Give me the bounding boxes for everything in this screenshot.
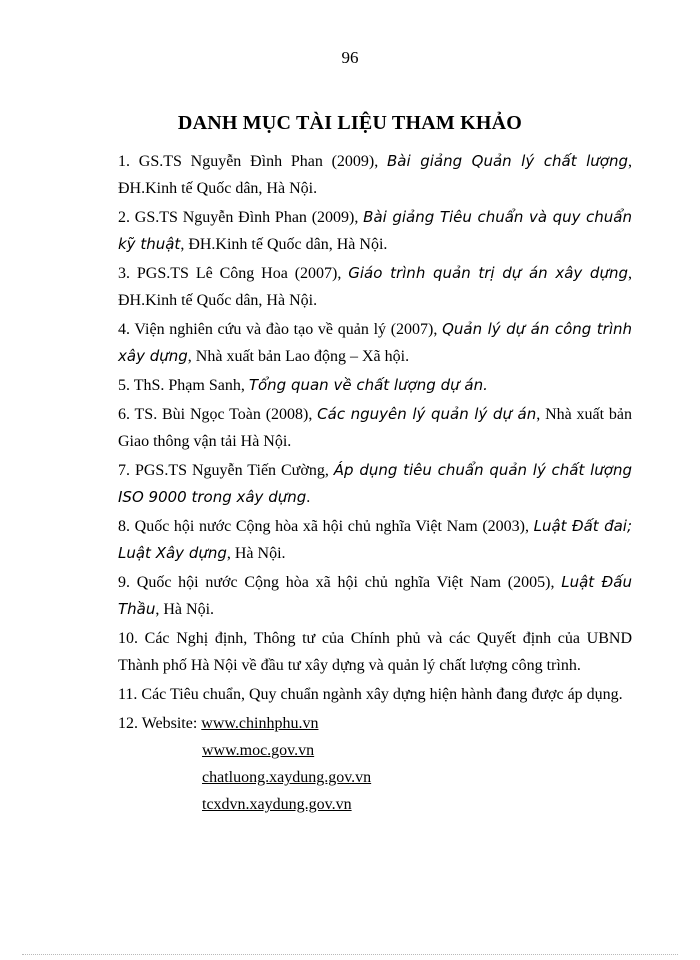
page-number: 96 <box>341 48 359 67</box>
reference-item: 2. GS.TS Nguyễn Đình Phan (2009), Bài giảng Tiêu chuẩn và quy chuẩn kỹ thuật, ĐH.Kinh tế Quốc dân, Hà Nội. <box>118 208 632 253</box>
reference-item: 1. GS.TS Nguyễn Đình Phan (2009), Bài giảng Quản lý chất lượng, ĐH.Kinh tế Quốc dân, Hà Nội. <box>118 152 632 197</box>
website-link[interactable]: www.moc.gov.vn <box>202 742 315 759</box>
reference-item: 8. Quốc hội nước Cộng hòa xã hội chủ nghĩa Việt Nam (2003), Luật Đất đai; Luật Xây dựng, Hà Nội. <box>118 517 633 562</box>
reference-item: 9. Quốc hội nước Cộng hòa xã hội chủ nghĩa Việt Nam (2005), Luật Đấu Thầu, Hà Nội. <box>118 573 633 618</box>
page-bottom-divider <box>22 954 678 955</box>
reference-item: 3. PGS.TS Lê Công Hoa (2007), Giáo trình quản trị dự án xây dựng, ĐH.Kinh tế Quốc dân, Hà Nội. <box>118 264 632 309</box>
website-line <box>118 791 632 818</box>
website-link[interactable]: www.chinhphu.vn <box>201 715 319 732</box>
reference-item: 7. PGS.TS Nguyễn Tiến Cường, Áp dụng tiêu chuẩn quản lý chất lượng ISO 9000 trong xây dựng. <box>118 461 632 506</box>
website-line <box>118 764 632 791</box>
website-line <box>118 737 632 764</box>
reference-item: 6. TS. Bùi Ngọc Toàn (2008), Các nguyên lý quản lý dự án, Nhà xuất bản Giao thông vận tải Hà Nội. <box>118 405 632 450</box>
reference-item: 5. ThS. Phạm Sanh, Tổng quan về chất lượng dự án. <box>118 376 488 394</box>
reference-item: 11. Các Tiêu chuẩn, Quy chuẩn ngành xây dựng hiện hành đang được áp dụng. <box>118 686 623 703</box>
website-link[interactable]: chatluong.xaydung.gov.vn <box>202 769 372 786</box>
website-link[interactable]: tcxdvn.xaydung.gov.vn <box>202 796 352 813</box>
website-label: 12. Website: <box>118 715 202 732</box>
page-title: DANH MỤC TÀI LIỆU THAM KHẢO <box>177 112 523 134</box>
reference-item: 4. Viện nghiên cứu và đào tạo về quản lý (2007), Quản lý dự án công trình xây dựng, Nhà xuất bản Lao động – Xã hội. <box>118 320 632 365</box>
reference-item: 10. Các Nghị định, Thông tư của Chính phủ và các Quyết định của UBND Thành phố Hà Nội về đầu tư xây dựng và quản lý chất lượng công trình. <box>118 630 632 674</box>
reference-list <box>118 148 632 818</box>
website-line <box>118 710 632 737</box>
